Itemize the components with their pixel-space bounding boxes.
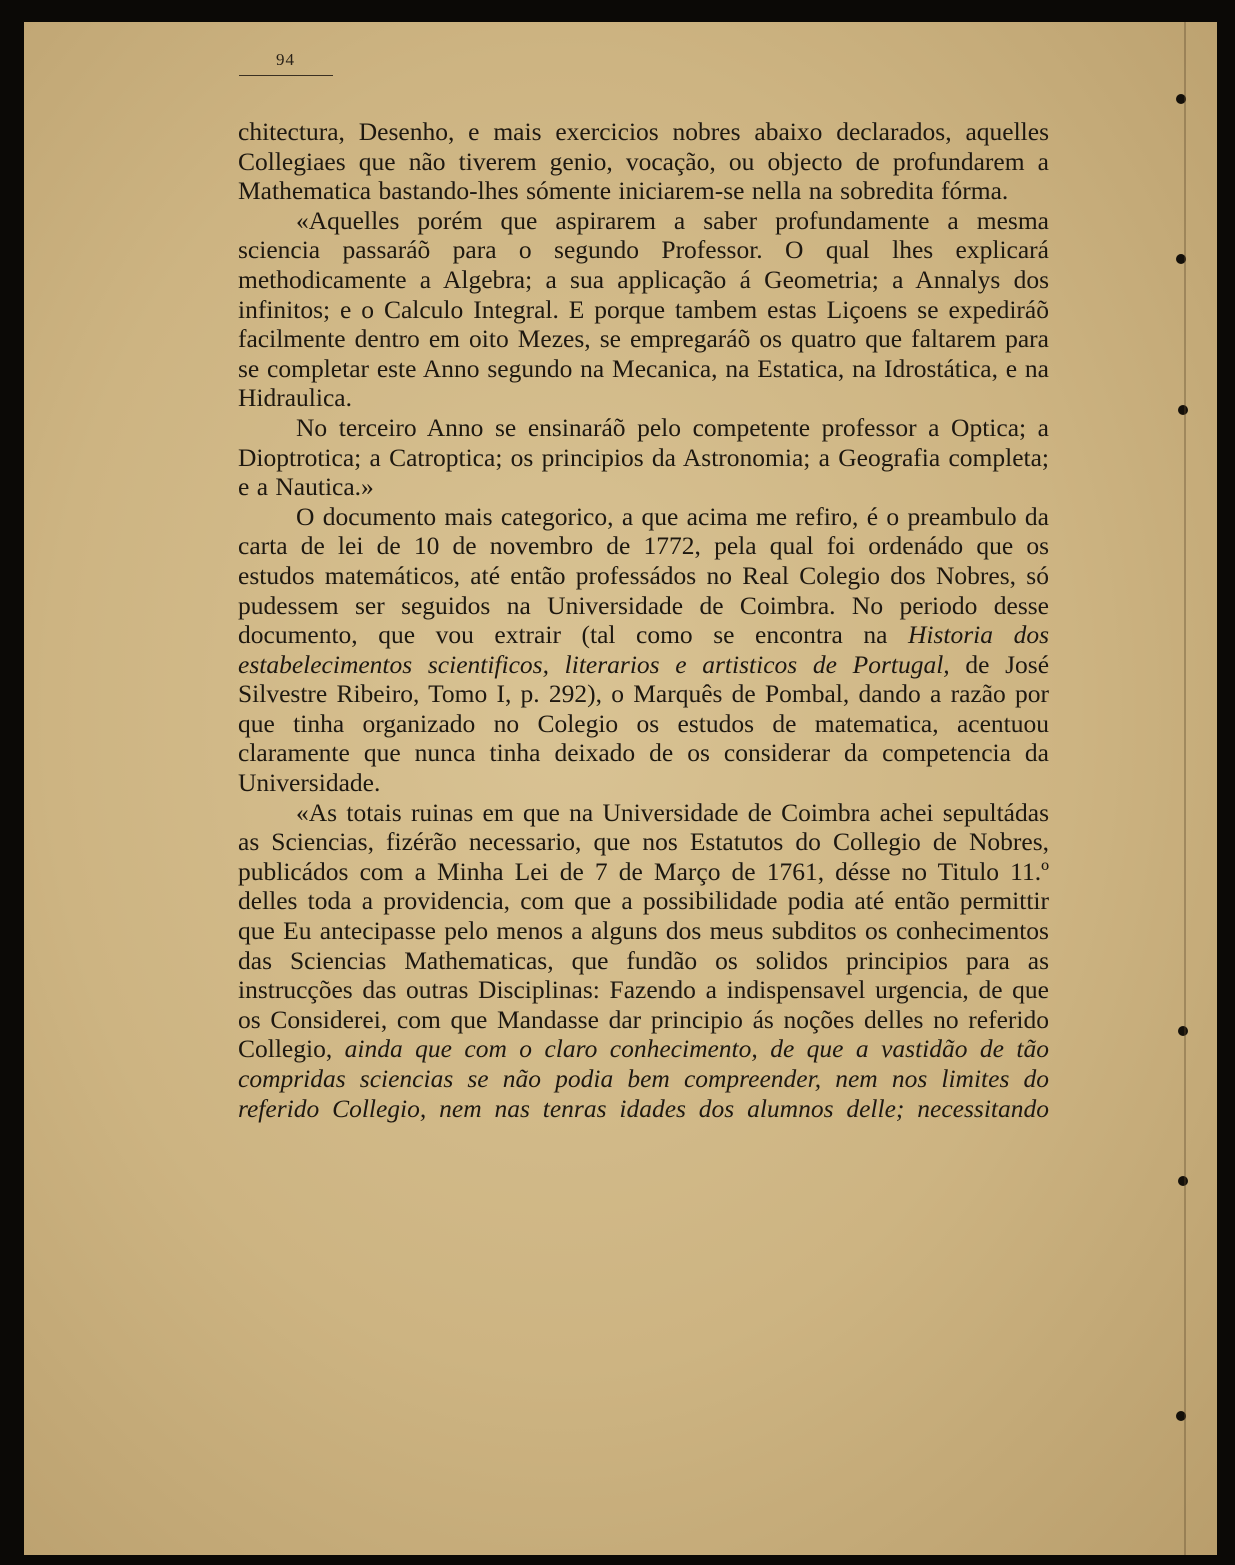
book-title-italic: Historia dos estabelecimentos scientificos, literarios e artisticos de Portugal, xyxy=(238,620,1049,679)
binding-hole-dot xyxy=(1178,1026,1188,1036)
paragraph-1: chitectura, Desenho, e mais exercicios nobres abaixo declarados, aquelles Collegiaes que não tiverem genio, vocação, ou objecto de profundarem a Mathematica bastando-lhes sómente iniciarem-se nella na sobredita fórma. xyxy=(238,117,1049,206)
paragraph-2: «Aquelles porém que aspirarem a saber profundamente a mesma sciencia passaráõ para o segundo Professor. O qual lhes explicará methodicamente a Algebra; a sua applicação á Geometria; a Annalys dos infinitos; e o Calculo Integral. E porque tambem estas Liçoens se expediráõ facilmente dentro em oito Mezes, se empregaráõ os quatro que faltarem para se completar este Anno segundo na Mecanica, na Estatica, na Idrostática, e na Hidraulica. xyxy=(238,205,1049,413)
paragraph-5 xyxy=(238,798,1049,1124)
page-number: 94 xyxy=(276,50,295,69)
paragraph-4-continuation: de José Silvestre Ribeiro, Tomo I, p. 292), o Marquês de Pombal, dando a razão por que tinha organizado no Colegio os estudos de matematica, acentuou claramente que nunca tinha deixado de os considerar da competencia da Universidade. xyxy=(238,649,1050,798)
quote-italic: ainda que com o claro conhecimento, de que a vastidão de tão compridas sciencias se não podia bem compreender, nem nos limites do referido Collegio, nem nas tenras idades dos alumnos delle; necessitando xyxy=(238,1034,1050,1123)
binding-hole-dot xyxy=(1176,254,1186,264)
binding-hole-dot xyxy=(1178,405,1188,415)
body-text xyxy=(238,117,1049,1123)
binding-hole-dot xyxy=(1178,1176,1188,1186)
binding-hole-dot xyxy=(1176,1411,1186,1421)
quote-text: «As totais ruinas em que na Universidade de Coimbra achei sepultádas as Sciencias, fizérão necessario, que nos Estatutos do Collegio de Nobres, publicádos com a Minha Lei de 7 de Março de 1761, désse no Titulo 11.º delles toda a providencia, com que a possibilidade podia até então permittir que Eu antecipasse pelo menos a alguns dos meus subditos os conhecimentos das Sciencias Mathematicas, que fundão os solidos principios para as instrucções das outras Disciplinas: Fazendo a indispensavel urgencia, de que os Considerei, com que Mandasse dar principio ás noções delles no referido Collegio, xyxy=(238,797,1049,1064)
paragraph-4-text: O documento mais categorico, a que acima me refiro, é o preambulo da carta de lei de 10 de novembro de 1772, pela qual foi ordenádo que os estudos matemáticos, até então professádos no Real Colegio dos Nobres, só pudessem ser seguidos na Universidade de Coimbra. No periodo desse documento, que vou extrair (tal como se encontra na xyxy=(238,501,1049,650)
header-rule xyxy=(239,75,333,76)
paragraph-3: No terceiro Anno se ensinaráõ pelo competente professor a Optica; a Dioptrotica; a Catroptica; os principios da Astronomia; a Geografia completa; e a Nautica.» xyxy=(238,412,1049,502)
book-page xyxy=(24,22,1217,1555)
binding-hole-dot xyxy=(1176,94,1186,104)
paragraph-4 xyxy=(238,502,1049,798)
